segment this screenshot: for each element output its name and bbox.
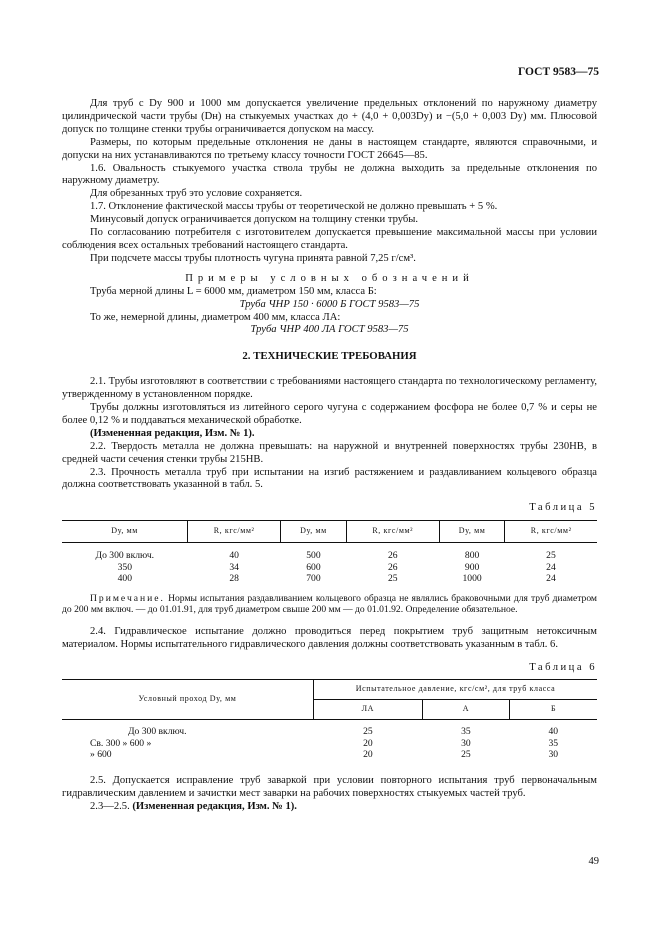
table-cell: 25 <box>461 749 471 761</box>
table-cell: 28 <box>229 573 239 585</box>
examples-title: Примеры условных обозначений <box>185 272 474 284</box>
table-cell: 350 <box>117 561 132 573</box>
paragraph: 2.4. Гидравлическое испытание должно проводиться перед покрытием труб защитным нетоксичным материалом. Нормы испытательного гидравлического давления должны соответствовать указанным в табл. 6. <box>62 625 597 650</box>
paragraph: 2.1. Трубы изготовляют в соответствии с требованиями настоящего стандарта по технологическому регламенту, утвержденному в установленном порядке. <box>62 376 597 401</box>
table-header-row <box>62 521 597 543</box>
paragraph: Для обрезанных труб это условие сохраняется. <box>90 188 303 200</box>
table-cell: 900 <box>464 561 480 573</box>
table-row <box>62 749 597 761</box>
table-cell: 25 <box>363 726 373 738</box>
table-6 <box>62 679 597 760</box>
edit-text: (Измененная редакция, Изм. № 1). <box>132 800 297 812</box>
table-header-row <box>62 680 597 700</box>
section-title: 2. ТЕХНИЧЕСКИЕ ТРЕБОВАНИЯ <box>242 350 417 363</box>
example-text: Труба мерной длины L = 6000 мм, диаметром 150 мм, класса Б: <box>90 285 377 297</box>
table-cell: 20 <box>363 737 373 749</box>
table-note <box>62 593 597 616</box>
table-header-cell: R, кгс/мм² <box>188 521 281 543</box>
paragraph: 1.6. Овальность стыкуемого участка ствола трубы не должна выходить за предельные отклонения по наружному диаметру. <box>62 162 597 187</box>
table-cell: 40 <box>548 726 559 738</box>
table-header-cell: А <box>422 700 509 720</box>
table-caption: Таблица 6 <box>529 661 597 673</box>
table-header-cell: Испытательное давление, кгс/см², для труб класса <box>314 680 598 700</box>
note-label: Примечание. <box>90 592 165 604</box>
table-cell: 34 <box>229 561 239 573</box>
table-cell: » 600 <box>90 749 112 761</box>
table-cell: 800 <box>464 550 480 562</box>
table-cell: 40 <box>229 550 239 562</box>
table-cell: 26 <box>387 550 398 562</box>
example-code: Труба ЧНР 150 · 6000 Б ГОСТ 9583—75 <box>239 298 420 310</box>
paragraph: 1.7. Отклонение фактической массы трубы от теоретической не должно превышать + 5 %. <box>90 201 498 213</box>
edit-prefix: 2.3—2.5. <box>90 800 130 812</box>
paragraph: По согласованию потребителя с изготовителем допускается превышение максимальной массы при условии соблюдения всех остальных требований настоящего стандарта. <box>62 227 597 251</box>
table-cell: 600 <box>306 561 321 573</box>
table-cell: 30 <box>548 749 559 761</box>
example-text: То же, немерной длины, диаметром 400 мм, класса ЛА: <box>90 311 341 323</box>
page-content <box>62 98 597 813</box>
table-cell: 1000 <box>462 573 482 585</box>
table-header-cell: Условный проход Dу, мм <box>62 680 314 720</box>
table-row <box>62 720 597 738</box>
table-5 <box>62 520 597 584</box>
table-cell: 25 <box>546 550 556 562</box>
table-header-cell: R, кгс/мм² <box>505 521 597 543</box>
paragraph: Размеры, по которым предельные отклонения не даны в настоящем стандарте, являются справочными, и допуски на них устанавливаются по третьему классу точности ГОСТ 26645—85. <box>62 136 597 161</box>
paragraph: 2.2. Твердость металла не должна превышать: на наружной и внутренней поверхностях трубы 230НВ, в средней части сечения стенки трубы 215НВ. <box>62 440 597 465</box>
example-code: Труба ЧНР 400 ЛА ГОСТ 9583—75 <box>250 324 409 336</box>
paragraph: 2.3. Прочность металла труб при испытании на изгиб растяжением и раздавливанием кольцевого образца должна соответствовать указанной в табл. 5. <box>62 466 597 491</box>
paragraph: Минусовый допуск ограничивается допуском на толщину стенки трубы. <box>90 214 419 226</box>
edit-note <box>62 801 597 814</box>
table-cell: До 300 включ. <box>95 550 155 562</box>
table-header-cell: R, кгс/мм² <box>346 521 439 543</box>
table-header-cell: Dу, мм <box>62 521 188 543</box>
table-cell: 24 <box>546 561 556 573</box>
table-row <box>62 543 597 562</box>
note-text: Нормы испытания раздавливанием кольцевого образца не являлись браковочными для труб диаметром до 200 мм включ. — до 01.01.91, для труб диаметром свыше 200 мм — до 01.01.92. Определение обязательное. <box>62 592 597 616</box>
table-cell: 400 <box>117 573 132 585</box>
table-cell: 35 <box>548 737 559 749</box>
table-row <box>62 573 597 585</box>
page-number: 49 <box>588 856 599 867</box>
table-cell: 26 <box>387 561 398 573</box>
table-header-cell: Б <box>510 700 597 720</box>
paragraph: При подсчете массы трубы плотность чугуна принята равной 7,25 г/см³. <box>90 252 416 264</box>
table-row <box>62 738 597 750</box>
table-cell: До 300 включ. <box>128 726 187 738</box>
table-cell: 20 <box>363 749 373 761</box>
edit-note: (Измененная редакция, Изм. № 1). <box>90 427 255 439</box>
table-header-cell: Dу, мм <box>439 521 505 543</box>
table-cell: 500 <box>306 550 321 562</box>
table-cell: 24 <box>546 573 556 585</box>
table-caption: Таблица 5 <box>529 502 597 514</box>
paragraph: Для труб с Dу 900 и 1000 мм допускается увеличение предельных отклонений по наружному диаметру цилиндрической части трубы (Dн) на стыкуемых участках до + (4,0 + 0,003Dу) и −(5,0 + 0,003 Dу) мм. Плюсовой допуск по толщине стенки трубы ограничивается допуском на массу. <box>62 98 597 135</box>
table-cell: 30 <box>461 737 471 749</box>
table-header-cell: Dу, мм <box>281 521 347 543</box>
table-cell: Св. 300 » 600 » <box>90 737 152 749</box>
table-header-cell: ЛА <box>314 700 423 720</box>
doc-code-header: ГОСТ 9583—75 <box>518 66 599 78</box>
paragraph: 2.5. Допускается исправление труб заваркой при условии повторного испытания труб первоначальным гидравлическим давлением и зачистки мест заварки на рабочих поверхностях стыкуемых частей труб. <box>62 774 597 799</box>
table-cell: 25 <box>387 573 398 585</box>
table-cell: 35 <box>461 726 471 738</box>
paragraph: Трубы должны изготовляться из литейного серого чугуна с содержанием фосфора не более 0,7 % и серы не более 0,12 % и поддаваться механической обработке. <box>62 402 597 426</box>
table-cell: 700 <box>306 573 321 585</box>
table-row <box>62 562 597 574</box>
